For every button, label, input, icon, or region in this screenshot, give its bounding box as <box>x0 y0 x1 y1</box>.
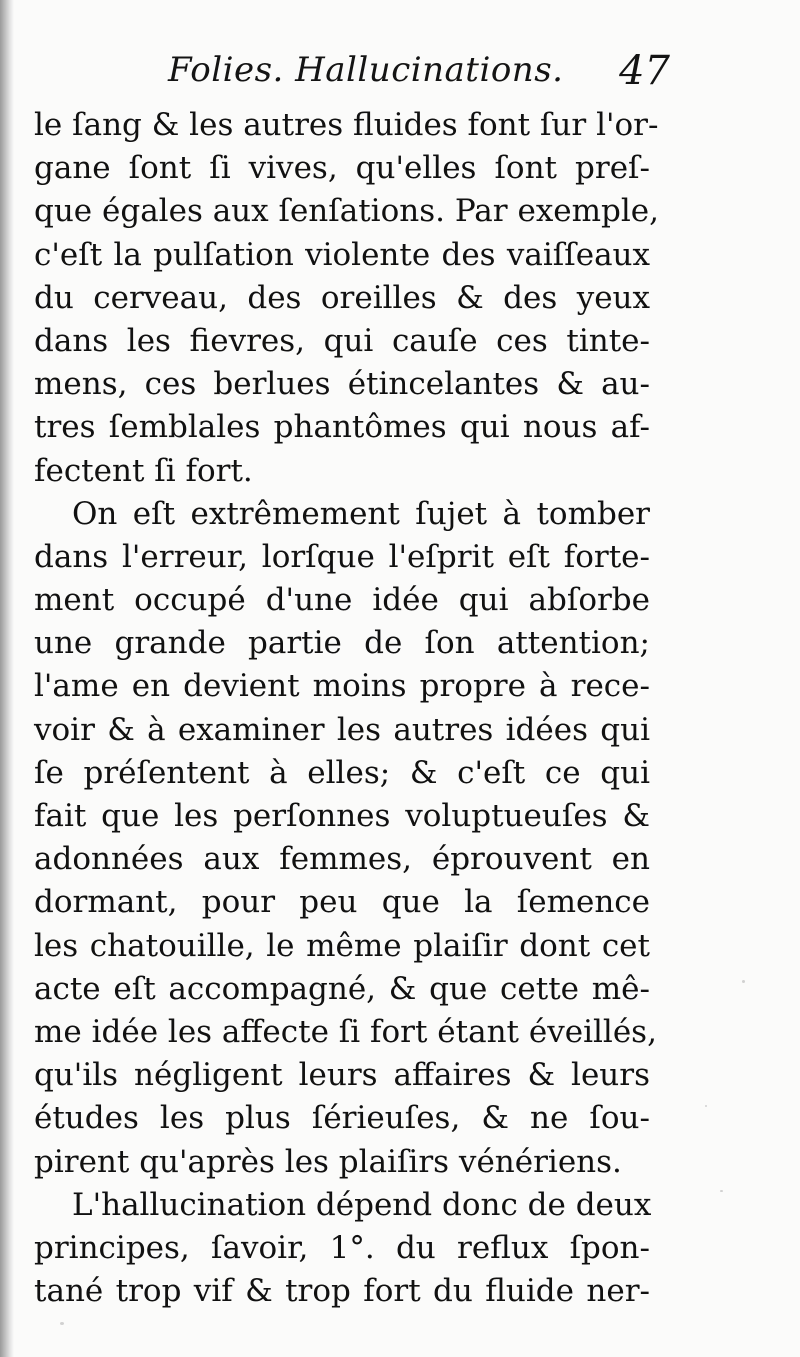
page-gutter-shadow <box>0 0 14 1357</box>
ink-speck <box>720 1190 723 1192</box>
text-line: qu'ils négligent leurs affaires & leurs <box>34 1057 650 1094</box>
text-line: voir & à examiner les autres idées qui <box>34 711 650 748</box>
paragraph <box>34 104 659 493</box>
text-line: l'ame en devient moins propre à rece- <box>34 668 650 705</box>
text-line: tané trop vif & trop fort du fluide ner- <box>34 1273 650 1310</box>
text-line: gane ſont ſi vives, qu'elles ſont preſ- <box>34 150 650 187</box>
text-line: c'eſt la pulſation violente des vaiſſeaux <box>34 236 650 273</box>
text-line: mens, ces berlues étincelantes & au- <box>34 366 650 403</box>
text-line: me idée les affecte ſi fort étant éveillés, <box>34 1013 657 1050</box>
text-line: dans les fievres, qui cauſe ces tinte- <box>34 322 650 359</box>
running-head-title: Folies. Hallucinations. <box>168 50 564 90</box>
text-line: fait que les perſonnes voluptueuſes & <box>34 798 650 834</box>
text-line: principes, ſavoir, 1°. du reflux ſpon- <box>34 1229 650 1266</box>
text-line: dormant, pour peu que la ſemence <box>34 884 650 921</box>
text-line: le ſang & les autres fluides font ſur l'or- <box>34 107 659 143</box>
body-text <box>34 104 659 1313</box>
text-line: fectent ſi fort. <box>34 452 253 489</box>
text-line: adonnées aux femmes, éprouvent en <box>34 841 650 878</box>
ink-speck <box>742 980 745 983</box>
text-line: études les plus ſérieuſes, & ne ſou- <box>34 1100 650 1137</box>
paragraph <box>34 493 657 1184</box>
ink-speck <box>705 1105 707 1107</box>
text-line: que égales aux ſenſations. Par exemple, <box>34 193 659 230</box>
text-line: du cerveau, des oreilles & des yeux <box>34 279 650 316</box>
text-line: les chatouille, le même plaiſir dont cet <box>34 927 650 964</box>
text-line: une grande partie de ſon attention; <box>34 625 650 662</box>
text-line: acte eſt accompagné, & que cette mê- <box>34 970 650 1007</box>
page-number: 47 <box>619 48 670 94</box>
paragraph <box>34 1184 650 1314</box>
ink-speck <box>60 1322 64 1325</box>
text-line: On eſt extrêmement ſujet à tomber <box>72 495 650 532</box>
text-line: dans l'erreur, lorſque l'eſprit eſt forte- <box>34 538 650 575</box>
text-line: ment occupé d'une idée qui abſorbe <box>34 582 650 619</box>
text-line: pirent qu'après les plaiſirs vénériens. <box>34 1143 622 1180</box>
text-line: L'hallucination dépend donc de deux <box>72 1186 652 1223</box>
text-line: tres ſemblales phantômes qui nous af- <box>34 409 650 446</box>
text-line: ſe préſentent à elles; & c'eſt ce qui <box>34 754 650 791</box>
running-head <box>60 42 670 102</box>
